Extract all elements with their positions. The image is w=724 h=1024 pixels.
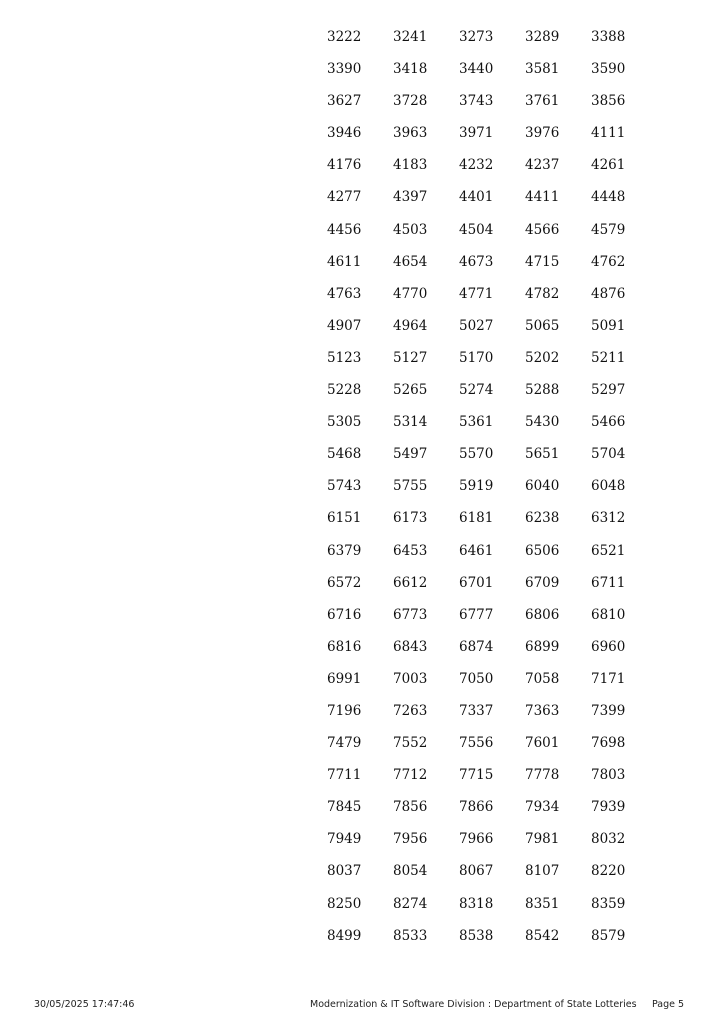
number-cell: 3418 bbox=[393, 61, 428, 78]
number-cell: 6874 bbox=[459, 638, 494, 655]
number-cell: 4397 bbox=[393, 189, 428, 206]
number-cell: 6506 bbox=[525, 542, 560, 559]
number-cell: 3289 bbox=[525, 29, 560, 45]
number-cell: 6899 bbox=[525, 638, 560, 655]
number-cell: 7966 bbox=[459, 831, 494, 848]
number-cell: 6238 bbox=[525, 510, 560, 527]
number-row bbox=[327, 637, 657, 669]
number-cell: 7866 bbox=[459, 799, 494, 816]
number-row bbox=[327, 829, 657, 861]
number-cell: 3856 bbox=[591, 93, 626, 110]
number-cell: 3581 bbox=[525, 61, 560, 78]
number-cell: 6773 bbox=[393, 606, 428, 623]
number-cell: 8579 bbox=[591, 927, 626, 944]
number-cell: 3440 bbox=[459, 61, 494, 78]
number-cell: 6612 bbox=[393, 574, 428, 591]
number-cell: 5211 bbox=[591, 349, 626, 366]
number-cell: 7949 bbox=[327, 831, 362, 848]
number-cell: 4401 bbox=[459, 189, 494, 206]
number-cell: 7711 bbox=[327, 767, 362, 784]
number-cell: 6716 bbox=[327, 606, 362, 623]
number-cell: 3590 bbox=[591, 61, 626, 78]
number-cell: 5170 bbox=[459, 349, 494, 366]
number-cell: 5314 bbox=[393, 414, 428, 431]
number-cell: 4876 bbox=[591, 285, 626, 302]
number-row bbox=[327, 59, 657, 91]
number-cell: 3388 bbox=[591, 29, 626, 45]
number-row bbox=[327, 701, 657, 733]
number-row bbox=[327, 412, 657, 444]
number-cell: 3743 bbox=[459, 93, 494, 110]
number-row bbox=[327, 252, 657, 284]
number-cell: 7856 bbox=[393, 799, 428, 816]
number-cell: 4448 bbox=[591, 189, 626, 206]
number-row bbox=[327, 508, 657, 540]
number-row bbox=[327, 27, 657, 59]
number-cell: 8032 bbox=[591, 831, 626, 848]
number-cell: 4762 bbox=[591, 253, 626, 270]
number-cell: 5743 bbox=[327, 478, 362, 495]
number-cell: 4715 bbox=[525, 253, 560, 270]
number-cell: 6181 bbox=[459, 510, 494, 527]
number-cell: 8538 bbox=[459, 927, 494, 944]
number-cell: 7712 bbox=[393, 767, 428, 784]
number-cell: 4763 bbox=[327, 285, 362, 302]
number-cell: 3976 bbox=[525, 125, 560, 142]
number-cell: 7956 bbox=[393, 831, 428, 848]
number-cell: 8359 bbox=[591, 895, 626, 912]
number-cell: 3390 bbox=[327, 61, 362, 78]
number-row bbox=[327, 444, 657, 476]
number-cell: 6960 bbox=[591, 638, 626, 655]
number-cell: 8318 bbox=[459, 895, 494, 912]
number-row bbox=[327, 765, 657, 797]
footer-datetime: 30/05/2025 17:47:46 bbox=[34, 999, 135, 1010]
number-row bbox=[327, 573, 657, 605]
number-cell: 7601 bbox=[525, 735, 560, 752]
number-cell: 8250 bbox=[327, 895, 362, 912]
number-cell: 4503 bbox=[393, 221, 428, 238]
number-cell: 8499 bbox=[327, 927, 362, 944]
number-cell: 4611 bbox=[327, 253, 362, 270]
number-cell: 8274 bbox=[393, 895, 428, 912]
number-cell: 7003 bbox=[393, 670, 428, 687]
number-cell: 4456 bbox=[327, 221, 362, 238]
number-cell: 5651 bbox=[525, 446, 560, 463]
number-row bbox=[327, 669, 657, 701]
number-cell: 8220 bbox=[591, 863, 626, 880]
number-cell: 7058 bbox=[525, 670, 560, 687]
number-cell: 3963 bbox=[393, 125, 428, 142]
number-cell: 8067 bbox=[459, 863, 494, 880]
number-cell: 5497 bbox=[393, 446, 428, 463]
number-cell: 5755 bbox=[393, 478, 428, 495]
number-cell: 4261 bbox=[591, 157, 626, 174]
number-cell: 3627 bbox=[327, 93, 362, 110]
number-cell: 5288 bbox=[525, 382, 560, 399]
number-cell: 4183 bbox=[393, 157, 428, 174]
footer-page-number: Page 5 bbox=[652, 999, 685, 1010]
number-cell: 6312 bbox=[591, 510, 626, 527]
number-cell: 4964 bbox=[393, 317, 428, 334]
number-cell: 3761 bbox=[525, 93, 560, 110]
number-cell: 4782 bbox=[525, 285, 560, 302]
number-cell: 4504 bbox=[459, 221, 494, 238]
number-row bbox=[327, 348, 657, 380]
number-row bbox=[327, 733, 657, 765]
number-cell: 5361 bbox=[459, 414, 494, 431]
page-footer bbox=[0, 999, 724, 1015]
number-row bbox=[327, 797, 657, 829]
number-cell: 5570 bbox=[459, 446, 494, 463]
number-cell: 7337 bbox=[459, 702, 494, 719]
number-cell: 7715 bbox=[459, 767, 494, 784]
number-row bbox=[327, 541, 657, 573]
number-row bbox=[327, 187, 657, 219]
number-cell: 7698 bbox=[591, 735, 626, 752]
number-cell: 5091 bbox=[591, 317, 626, 334]
number-cell: 4771 bbox=[459, 285, 494, 302]
number-cell: 4579 bbox=[591, 221, 626, 238]
number-cell: 4176 bbox=[327, 157, 362, 174]
number-row bbox=[327, 476, 657, 508]
number-cell: 6810 bbox=[591, 606, 626, 623]
number-cell: 7556 bbox=[459, 735, 494, 752]
number-cell: 6572 bbox=[327, 574, 362, 591]
number-cell: 7263 bbox=[393, 702, 428, 719]
number-cell: 4770 bbox=[393, 285, 428, 302]
number-cell: 5305 bbox=[327, 414, 362, 431]
number-cell: 5297 bbox=[591, 382, 626, 399]
number-cell: 5127 bbox=[393, 349, 428, 366]
number-cell: 5704 bbox=[591, 446, 626, 463]
number-cell: 6701 bbox=[459, 574, 494, 591]
number-cell: 7479 bbox=[327, 735, 362, 752]
number-cell: 5919 bbox=[459, 478, 494, 495]
number-cell: 5202 bbox=[525, 349, 560, 366]
number-cell: 7050 bbox=[459, 670, 494, 687]
number-cell: 3241 bbox=[393, 29, 428, 45]
number-cell: 4673 bbox=[459, 253, 494, 270]
number-cell: 7939 bbox=[591, 799, 626, 816]
number-row bbox=[327, 926, 657, 958]
number-cell: 5265 bbox=[393, 382, 428, 399]
number-cell: 6151 bbox=[327, 510, 362, 527]
number-cell: 6048 bbox=[591, 478, 626, 495]
number-cell: 6777 bbox=[459, 606, 494, 623]
number-row bbox=[327, 605, 657, 637]
number-cell: 5123 bbox=[327, 349, 362, 366]
footer-department: Modernization & IT Software Division : Department of State Lotteries bbox=[310, 999, 637, 1010]
number-cell: 3728 bbox=[393, 93, 428, 110]
number-cell: 7981 bbox=[525, 831, 560, 848]
number-cell: 7845 bbox=[327, 799, 362, 816]
number-row bbox=[327, 91, 657, 123]
number-cell: 4907 bbox=[327, 317, 362, 334]
number-cell: 6461 bbox=[459, 542, 494, 559]
number-cell: 7171 bbox=[591, 670, 626, 687]
number-row bbox=[327, 861, 657, 893]
number-cell: 5466 bbox=[591, 414, 626, 431]
number-cell: 8351 bbox=[525, 895, 560, 912]
number-cell: 4237 bbox=[525, 157, 560, 174]
number-cell: 7552 bbox=[393, 735, 428, 752]
number-cell: 7363 bbox=[525, 702, 560, 719]
number-cell: 3222 bbox=[327, 29, 362, 45]
number-row bbox=[327, 380, 657, 412]
number-cell: 6040 bbox=[525, 478, 560, 495]
number-cell: 8037 bbox=[327, 863, 362, 880]
number-cell: 7803 bbox=[591, 767, 626, 784]
number-cell: 8542 bbox=[525, 927, 560, 944]
number-cell: 6843 bbox=[393, 638, 428, 655]
number-cell: 5274 bbox=[459, 382, 494, 399]
number-cell: 5228 bbox=[327, 382, 362, 399]
number-cell: 5430 bbox=[525, 414, 560, 431]
number-cell: 6521 bbox=[591, 542, 626, 559]
number-cell: 6453 bbox=[393, 542, 428, 559]
number-cell: 8054 bbox=[393, 863, 428, 880]
number-cell: 4411 bbox=[525, 189, 560, 206]
number-cell: 3946 bbox=[327, 125, 362, 142]
number-cell: 4232 bbox=[459, 157, 494, 174]
number-cell: 6806 bbox=[525, 606, 560, 623]
number-row bbox=[327, 894, 657, 926]
number-cell: 6816 bbox=[327, 638, 362, 655]
number-cell: 4566 bbox=[525, 221, 560, 238]
number-row bbox=[327, 123, 657, 155]
number-cell: 5065 bbox=[525, 317, 560, 334]
number-cell: 8533 bbox=[393, 927, 428, 944]
number-cell: 6709 bbox=[525, 574, 560, 591]
number-cell: 7934 bbox=[525, 799, 560, 816]
number-cell: 7778 bbox=[525, 767, 560, 784]
number-cell: 3273 bbox=[459, 29, 494, 45]
number-row bbox=[327, 155, 657, 187]
number-row bbox=[327, 284, 657, 316]
number-cell: 5468 bbox=[327, 446, 362, 463]
number-cell: 7196 bbox=[327, 702, 362, 719]
number-cell: 6991 bbox=[327, 670, 362, 687]
number-cell: 4111 bbox=[591, 125, 626, 142]
number-cell: 3971 bbox=[459, 125, 494, 142]
number-row bbox=[327, 220, 657, 252]
winning-numbers-grid bbox=[327, 27, 657, 958]
number-cell: 7399 bbox=[591, 702, 626, 719]
number-cell: 6379 bbox=[327, 542, 362, 559]
number-cell: 4277 bbox=[327, 189, 362, 206]
number-cell: 6711 bbox=[591, 574, 626, 591]
number-cell: 5027 bbox=[459, 317, 494, 334]
number-row bbox=[327, 316, 657, 348]
number-cell: 4654 bbox=[393, 253, 428, 270]
number-cell: 8107 bbox=[525, 863, 560, 880]
number-cell: 6173 bbox=[393, 510, 428, 527]
